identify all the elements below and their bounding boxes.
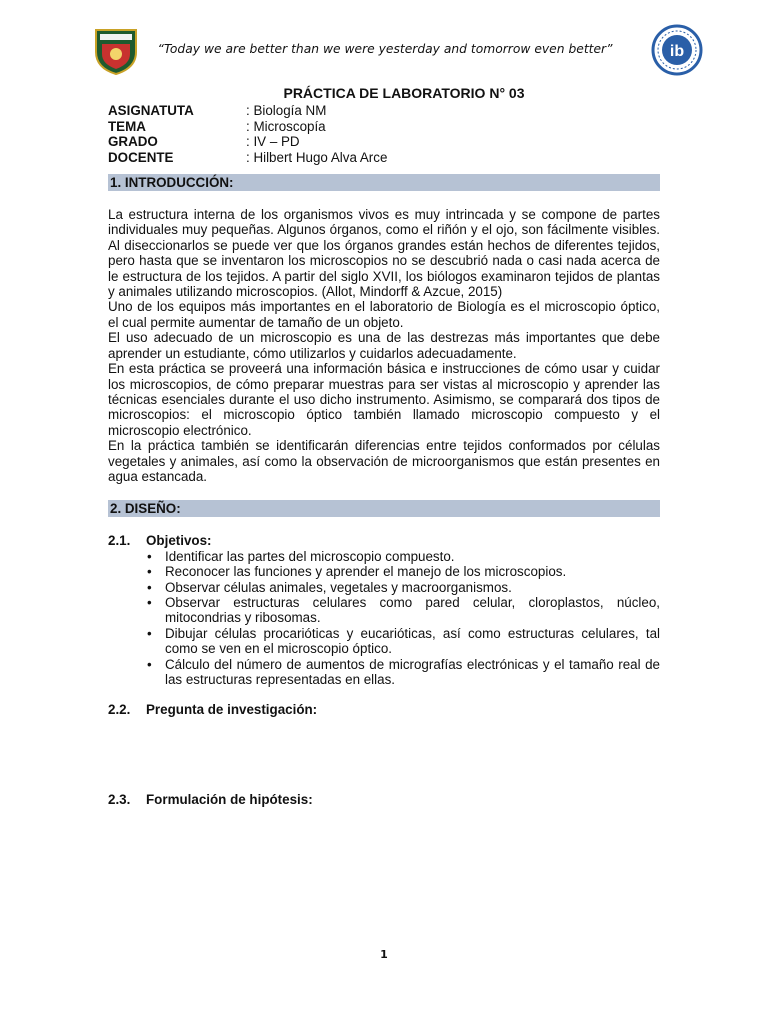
intro-body: [108, 207, 660, 484]
subheading-number: 2.3.: [108, 791, 131, 807]
school-shield-logo: [92, 26, 140, 76]
paragraph: Uno de los equipos más importantes en el laboratorio de Biología es el microscopio óptico, el cual permite aumentar de tamaño de un objeto.: [108, 299, 660, 330]
subheading-number: 2.1.: [108, 533, 131, 549]
list-item: • Cálculo del número de aumentos de micrografías electrónicas y el tamaño real de las estructuras representadas en ellas.: [165, 657, 660, 688]
subheading-objetivos: [108, 533, 660, 548]
meta-value: : IV – PD: [246, 134, 300, 150]
subheading-label: Objetivos:: [146, 533, 212, 549]
list-item: • Observar estructuras celulares como pared celular, cloroplastos, núcleo, mitocondrias y ribosomas.: [165, 595, 660, 626]
paragraph: El uso adecuado de un microscopio es una de las destrezas más importantes que debe aprender un estudiante, cómo utilizarlos y cuidarlos adecuadamente.: [108, 330, 660, 361]
meta-key: GRADO: [108, 134, 158, 150]
lab-document: [108, 84, 660, 807]
page-header: [0, 0, 768, 90]
list-item: • Identificar las partes del microscopio compuesto.: [165, 549, 660, 564]
paragraph: En la práctica también se identificarán diferencias entre tejidos conformados por células vegetales y animales, así como la observación de microorganismos que están presentes en agua estancada.: [108, 438, 660, 484]
list-item: • Dibujar células procarióticas y eucarióticas, así como estructuras celulares, tal como se ven en el microscopio óptico.: [165, 626, 660, 657]
page-number: 1: [380, 948, 388, 961]
ib-logo: [651, 24, 703, 76]
school-motto: “Today we are better than we were yesterday and tomorrow even better”: [157, 42, 613, 56]
meta-value: : Biología NM: [246, 103, 327, 119]
section-heading-diseno: 2. DISEÑO:: [108, 500, 660, 517]
subheading-label: Pregunta de investigación:: [146, 702, 318, 718]
section-heading-introduccion: 1. INTRODUCCIÓN:: [108, 174, 660, 191]
objectives-list: [108, 549, 660, 688]
list-item: • Observar células animales, vegetales y macroorganismos.: [165, 580, 660, 595]
subheading-number: 2.2.: [108, 702, 131, 718]
paragraph: La estructura interna de los organismos vivos es muy intrincada y se compone de partes individuales muy pequeñas. Algunos órganos, como el riñón y el ojo, son fácilmente visibles. Al diseccionarlos se puede ver que los órganos grandes están hechos de diferentes tejidos, pero hasta que se inventaron los microscopios no se descubrió nada o casi nada acerca de le estructura de los tejidos. A partir del siglo XVII, los biólogos examinaron tejidos de plantas y animales utilizando microscopios. (Allot, Mindorff & Azcue, 2015): [108, 207, 660, 300]
subheading-pregunta: [108, 702, 660, 717]
meta-key: DOCENTE: [108, 149, 174, 165]
meta-value: : Hilbert Hugo Alva Arce: [246, 149, 388, 165]
meta-key: ASIGNATUTA: [108, 103, 194, 119]
paragraph: En esta práctica se proveerá una información básica e instrucciones de cómo usar y cuidar los microscopios, de cómo preparar muestras para ser vistas al microscopio y aprender las técnicas esenciales durante el uso dicho instrumento. Asimismo, se comparará dos tipos de microscopios: el microscopio óptico también llamado microscopio compuesto y el microscopio electrónico.: [108, 361, 660, 438]
subheading-hipotesis: [108, 792, 660, 807]
meta-value: : Microscopía: [246, 118, 326, 134]
document-meta: [108, 103, 660, 165]
ib-logo-text: ib: [669, 43, 685, 60]
subheading-label: Formulación de hipótesis:: [146, 791, 313, 807]
meta-key: TEMA: [108, 118, 146, 134]
page-title: PRÁCTICA DE LABORATORIO N° 03: [283, 85, 525, 101]
list-item: • Reconocer las funciones y aprender el manejo de los microscopios.: [165, 564, 660, 579]
